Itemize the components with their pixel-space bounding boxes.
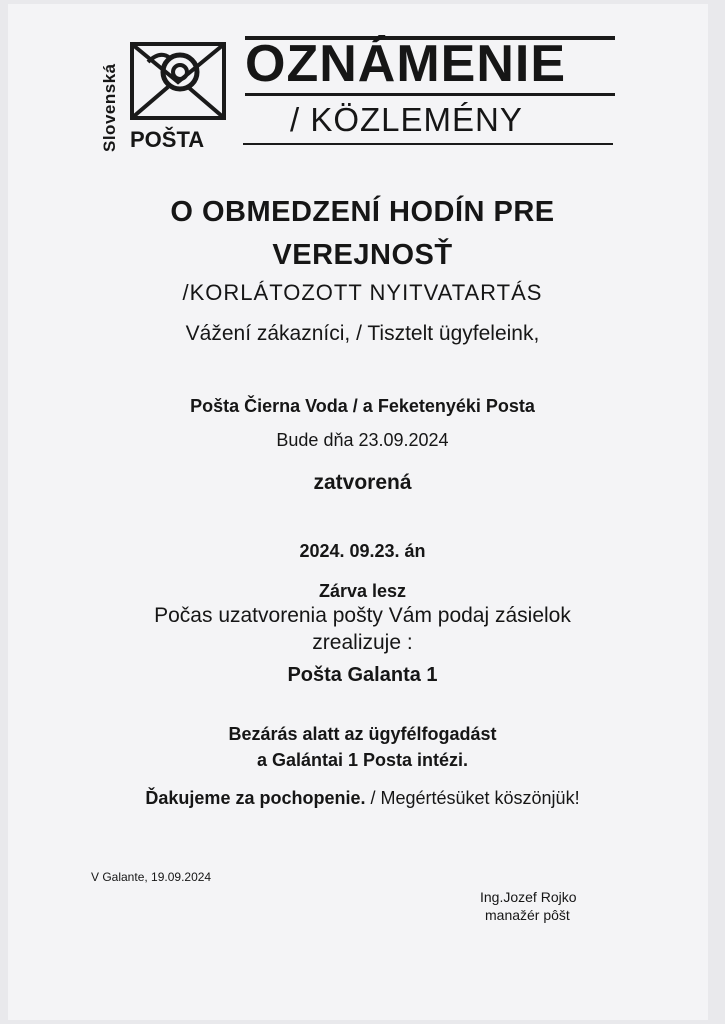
info-hu-line2: a Galántai 1 Posta intézi. xyxy=(256,750,469,770)
signer-name: Ing.Jozef Rojko xyxy=(480,889,577,905)
closure-date-sk: Bude dňa 23.09.2024 xyxy=(276,430,449,450)
logo-brand-main: POŠTA xyxy=(130,127,205,152)
page-subtitle: / KÖZLEMÉNY xyxy=(290,101,523,138)
place-date: V Galante, 19.09.2024 xyxy=(91,870,212,884)
alternative-office: Pošta Galanta 1 xyxy=(287,664,438,686)
office-name: Pošta Čierna Voda / a Feketenyéki Posta xyxy=(190,396,535,416)
page-title: OZNÁMENIE xyxy=(245,35,566,93)
signer-role: manažér pôšt xyxy=(485,907,570,923)
closed-sk: zatvorená xyxy=(313,471,412,494)
greeting: Vážení zákazníci, / Tisztelt ügyfeleink, xyxy=(185,322,540,345)
notice-title-line2: VEREJNOSŤ xyxy=(272,239,453,271)
info-hu-line1: Bezárás alatt az ügyfélfogadást xyxy=(228,724,497,744)
logo-brand-vertical: Slovenská xyxy=(100,63,119,152)
notice-title-hu: /KORLÁTOZOTT NYITVATARTÁS xyxy=(182,280,543,305)
thanks-sk: Ďakujeme za pochopenie. xyxy=(145,788,366,808)
closed-hu: Zárva lesz xyxy=(318,581,407,601)
header-mid-rule xyxy=(245,93,615,96)
closure-date-hu: 2024. 09.23. án xyxy=(299,541,426,561)
info-sk-line2: zrealizuje : xyxy=(312,631,413,654)
thanks-hu: / Megértésüket köszönjük! xyxy=(365,788,580,808)
thanks-line xyxy=(0,788,725,809)
header-underline xyxy=(243,143,613,145)
notice-title-line1: O OBMEDZENÍ HODÍN PRE xyxy=(170,196,555,228)
info-sk-line1: Počas uzatvorenia pošty Vám podaj zásielok xyxy=(154,604,571,627)
notice-paper xyxy=(8,4,708,1020)
post-horn-logo-icon xyxy=(130,42,226,120)
